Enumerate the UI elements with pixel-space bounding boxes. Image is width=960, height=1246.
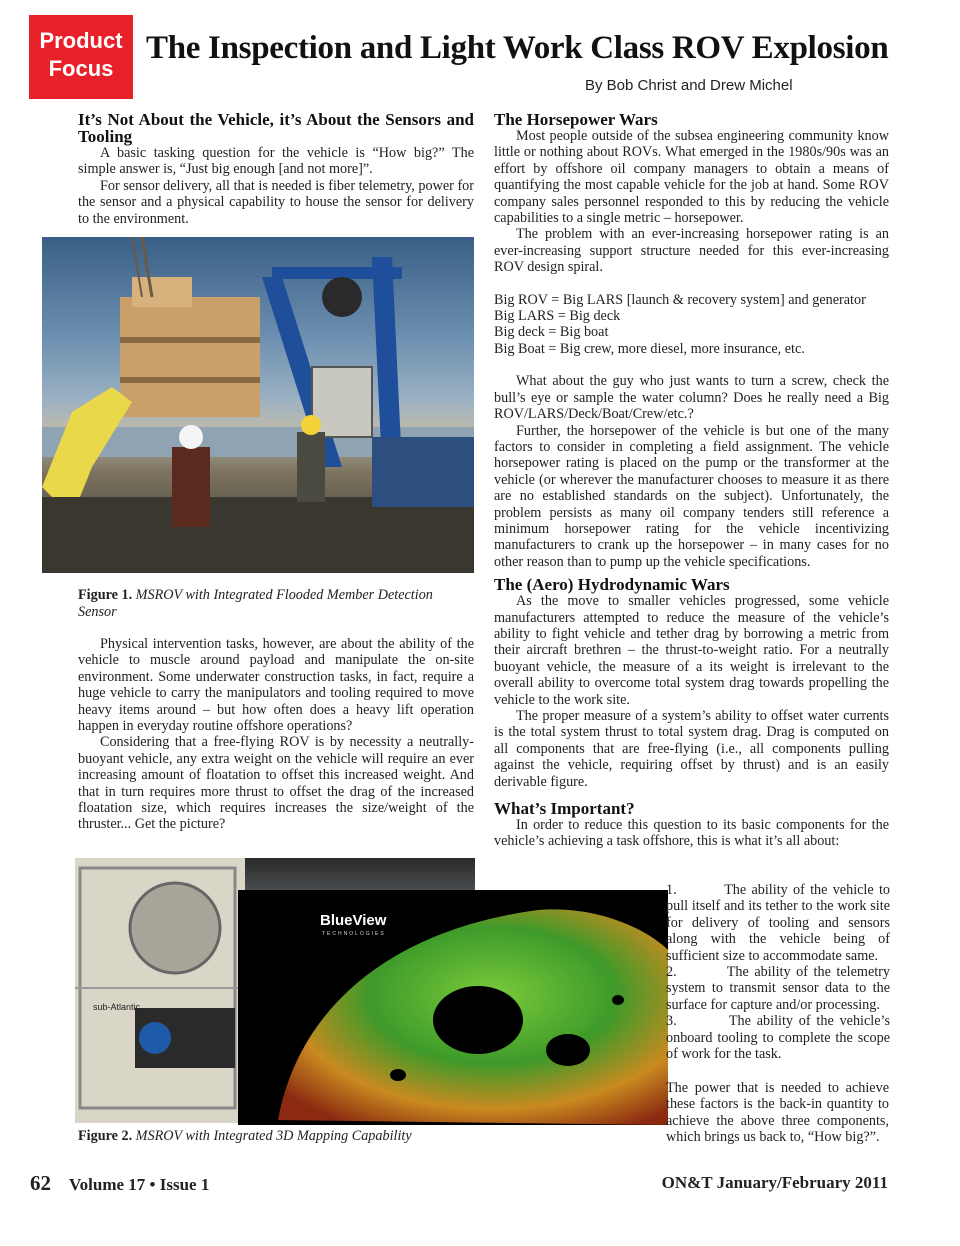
page-number: 62	[30, 1171, 51, 1195]
section-heading-horsepower: The Horsepower Wars	[494, 110, 658, 129]
badge-line-1: Product	[39, 28, 123, 53]
equation-line: Big ROV = Big LARS [launch & recovery system] and generator	[494, 291, 866, 308]
article-title: The Inspection and Light Work Class ROV Explosion	[146, 30, 889, 66]
closing-paragraph-block	[494, 1080, 889, 1146]
figure-1-caption	[78, 587, 474, 621]
equation-line: Big Boat = Big crew, more diesel, more insurance, etc.	[494, 340, 805, 357]
blueview-logo: BlueView	[320, 912, 387, 929]
section-heading-hydrodynamic: The (Aero) Hydrodynamic Wars	[494, 575, 730, 595]
equation-line: Big LARS = Big deck	[494, 308, 621, 325]
left-column-bottom	[78, 636, 474, 833]
volume-issue: Volume 17 • Issue 1	[68, 1175, 210, 1194]
sub-atlantic-logo: sub-Atlantic	[93, 1002, 141, 1012]
left-column-top	[78, 111, 474, 227]
paragraph: Considering that a free-flying ROV is by necessity a neutrally-buoyant vehicle, any extra weight on the vehicle will require an ever increasing amount of floatation to offset this increased weight. And that in turn requires more thrust to offset the drag of the increased floatation size, which requires increases the size/weight of the thruster... Get the picture?	[78, 734, 474, 833]
figure-2-text: MSROV with Integrated 3D Mapping Capability	[135, 1128, 412, 1144]
blueview-subtitle: TECHNOLOGIES	[322, 931, 386, 937]
right-column	[494, 111, 889, 850]
list-item: 3. The ability of the vehicle’s onboard tooling to complete the scope of work for the task.	[666, 1013, 890, 1063]
product-focus-badge	[29, 15, 133, 99]
figure-1-photo	[42, 237, 474, 573]
footer-left	[30, 1171, 209, 1196]
paragraph: The problem with an ever-increasing horsepower rating is an ever-increasing support structure needed for this ever-increasing ROV design spiral.	[494, 226, 889, 276]
important-list	[666, 882, 890, 1062]
paragraph: The proper measure of a system’s ability to offset water currents is the total system thrust to total system drag. Drag is computed on all components that are free-flying (i.e., all components pulling against the vehicle, requiring offset by thrust) and is an easily derivable figure.	[494, 708, 889, 790]
figure-1-label: Figure 1.	[78, 587, 133, 603]
figure-2-caption	[78, 1128, 478, 1145]
figure-2-label: Figure 2.	[78, 1128, 133, 1144]
paragraph: In order to reduce this question to its basic components for the vehicle’s achieving a task offshore, this is what it’s all about:	[494, 817, 889, 850]
paragraph: The power that is needed to achieve these factors is the back-in quantity to achieve the above three components, which brings us back to, “How big?”.	[666, 1080, 889, 1146]
publication-date: ON&T January/February 2011	[661, 1173, 888, 1192]
paragraph: Physical intervention tasks, however, are about the ability of the vehicle to muscle around payload and manipulate the on-site environment. Some underwater construction tasks, in fact, require a huge vehicle to carry the manipulators and tooling required to move heavy items around – but how often does a heavy lift operation happen in everyday routine offshore operations?	[78, 636, 474, 735]
paragraph: For sensor delivery, all that is needed is fiber telemetry, power for the sensor and a physical capability to house the sensor for delivery to the environment.	[78, 177, 474, 227]
paragraph: Further, the horsepower of the vehicle is but one of the many factors to consider in completing a field assignment. The vehicle horsepower rating is placed on the pump or the transformer at the vehicle (or wherever the manufacturer chooses to measure it as there are no established standards on the subject). Unfortunately, the problem persists as many oil company tenders still reference a minimum horsepower rating for the vehicle incentivizing manufacturers to crank up the horsepower – in many cases for no other reason than to pump up the vehicle specifications.	[494, 422, 889, 570]
paragraph: Most people outside of the subsea engineering community know little or nothing about ROVs. What emerged in the 1980s/90s was an effort by offshore oil company managers to obtain a means of quantifying the most capable vehicle for the job at hand. Some ROV company sales personnel responded to this by reducing the vehicle capabilities to a single metric – horsepower.	[494, 128, 889, 227]
paragraph: As the move to smaller vehicles progressed, some vehicle manufacturers attempted to reduce the measure of the vehicle’s ability to fight vehicle and tether drag by borrowing a metric from their aircraft brethren – the thrust-to-weight ratio. For a neutrally buoyant vehicle, the measure of a its weight is irrelevant to the overall ability to overcome total system drag towards propelling the vehicle to the work site.	[494, 593, 889, 708]
list-item: 2. The ability of the telemetry system to transmit sensor data to the surface for capture and/or processing.	[666, 964, 890, 1013]
offshore-platform-illustration	[42, 237, 474, 573]
list-item: 1. The ability of the vehicle to pull itself and its tether to the work site for delivery of tooling and sensors along with the vehicle being of sufficient size to accommodate same.	[666, 882, 890, 964]
equation-line: Big deck = Big boat	[494, 324, 609, 341]
badge-line-2: Focus	[48, 56, 114, 81]
byline: By Bob Christ and Drew Michel	[585, 77, 793, 94]
paragraph: What about the guy who just wants to turn a screw, check the bull’s eye or sample the water column? Does he really need a Big ROV/LARS/Deck/Boat/Crew/etc.?	[494, 373, 889, 423]
paragraph: A basic tasking question for the vehicle is “How big?” The simple answer is, “Just big enough [and not more]”.	[78, 145, 474, 178]
section-heading-important: What’s Important?	[494, 799, 635, 819]
figure-1-text: MSROV with Integrated Flooded Member Detection Sensor	[78, 587, 433, 620]
section-heading-sensors: It’s Not About the Vehicle, it’s About the Sensors and Tooling	[78, 110, 474, 146]
